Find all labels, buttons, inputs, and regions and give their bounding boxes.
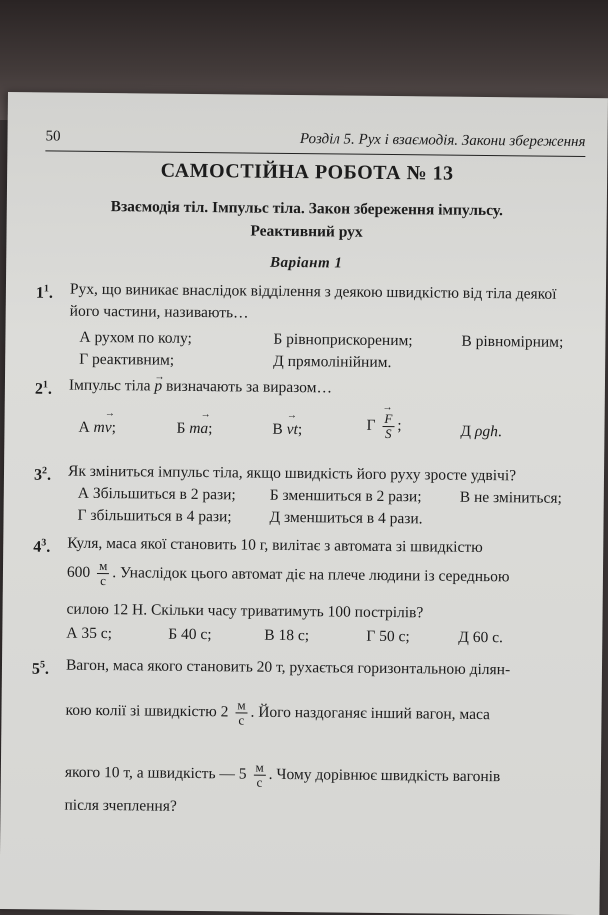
question-text: 600 $\frac{м}{с}$ . Унаслідок цього автомат діє на плече людини із середньою [66, 557, 510, 589]
page-title: САМОСТІЙНА РОБОТА № 13 [160, 159, 454, 185]
question-text: Рух, що виникає внаслідок відділення з деякою швидкістю від тіла деякої його частини, називають… [69, 280, 557, 322]
answer-option: Б зменшиться в 2 рази; [269, 486, 422, 506]
running-head: Розділ 5. Рух і взаємодія. Закони збереження [299, 131, 586, 151]
fraction: → $\frac{F}{S}$ [382, 412, 394, 441]
momentum-vector: → p [154, 378, 162, 395]
answer-option: Б рівноприскореним; [273, 330, 413, 350]
answer-option: Г 50 с; [366, 627, 410, 646]
question-text: Як зміниться імпульс тіла, якщо швидкість його руху зросте удвічі? [67, 462, 517, 485]
question-text: Вагон, маса якого становить 20 т, рухається горизонтальною ділян- [65, 656, 511, 679]
question-5 [2, 654, 602, 679]
page-header [45, 128, 585, 157]
question-number: $2^1$. [34, 379, 52, 398]
answer-option: А 35 с; [66, 624, 113, 643]
question-text: Куля, маса якої становить 10 г, вилітає з автомата зі швидкістю [67, 534, 483, 556]
answer-option: В рівномірним; [461, 332, 564, 351]
answer-option-c: В → vt; [272, 421, 302, 439]
answer-option: Д прямолінійним. [273, 352, 392, 372]
answer-option: А рухом по колу; [79, 328, 192, 347]
question-3 [4, 460, 604, 485]
question-text: після зчеплення? [64, 796, 177, 815]
answer-option: Г збільшиться в 4 рази; [77, 506, 232, 526]
textbook-page [0, 92, 608, 915]
question-text: Імпульс тіла → p визначають за виразом… [69, 375, 579, 402]
unit-fraction: $\frac{м}{с}$ [253, 761, 266, 790]
answer-option: Б 40 с; [168, 625, 212, 644]
unit-fraction: $\frac{м}{с}$ [235, 698, 248, 727]
answer-option-e: Д ρgh. [460, 422, 502, 441]
question-number: $1^1$. [35, 283, 53, 302]
answer-option: Д зменшиться в 4 рази. [269, 508, 423, 528]
question-number: $3^2$. [33, 465, 52, 484]
answer-option: Д 60 с. [458, 628, 503, 647]
unit-fraction: $\frac{м}{с}$ [97, 559, 110, 588]
answer-option-a: А m→ v; [78, 419, 116, 437]
variant-heading: Варіант 1 [269, 254, 343, 272]
question-number: $4^3$. [33, 537, 51, 556]
subtitle-line: Взаємодія тіл. Імпульс тіла. Закон збереження імпульсу. [110, 198, 504, 220]
answer-option-d: Г → $\frac{F}{S}$ ; [366, 412, 401, 441]
question-text: силою 12 Н. Скільки часу триватимуть 100 пострілів? [66, 600, 424, 622]
question-number: $5^5$. [31, 659, 50, 678]
question-2 [5, 374, 605, 398]
question-1 [6, 278, 606, 322]
answer-option: В не зміниться; [459, 488, 562, 507]
answer-option: Г реактивним; [79, 350, 175, 369]
question-4 [3, 532, 603, 556]
question-text: кою колії зі швидкістю 2 $\frac{м}{с}$ . Його наздоганяє інший вагон, маса [65, 697, 491, 728]
answer-option: В 18 с; [264, 626, 310, 645]
page-number: 50 [45, 128, 61, 145]
subtitle-line: Реактивний рух [250, 222, 363, 241]
subtitle [66, 195, 546, 246]
answer-option: А Збільшиться в 2 рази; [77, 484, 236, 504]
question-text: якого 10 т, а швидкість — 5 $\frac{м}{с}$ . Чому дорівнює швидкість вагонів [64, 759, 501, 790]
answer-option-b: Б m→ a; [176, 420, 212, 438]
